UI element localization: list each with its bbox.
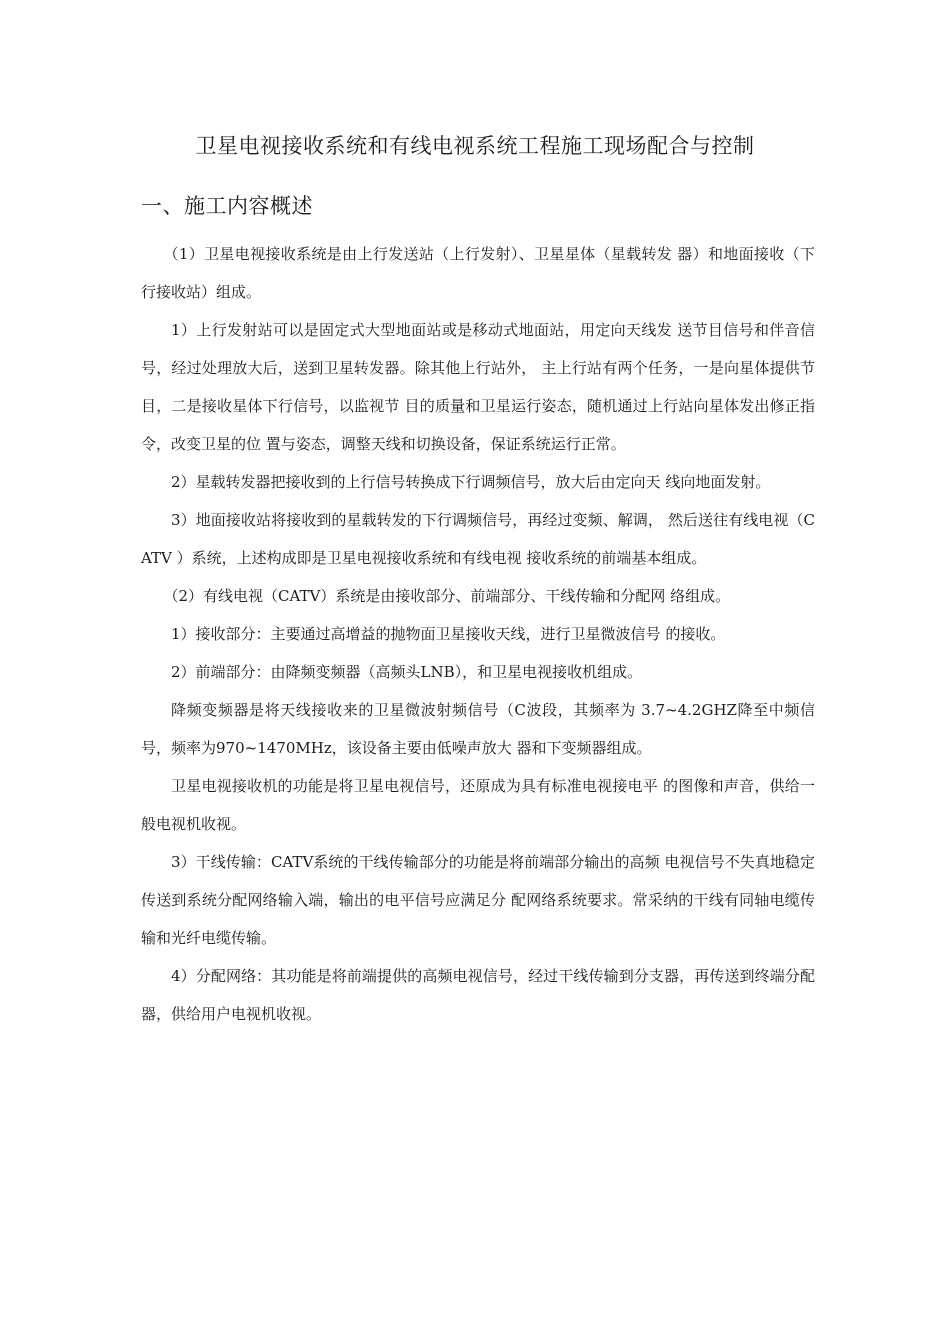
paragraph-trunk-transmission: 3）干线传输：CATV系统的干线传输部分的功能是将前端部分输出的高频 电视信号不失真地稳定传送到系统分配网络输入端，输出的电平信号应满足分 配网络系统要求。常采纳的干线有同轴电缆传输和光纤电缆传输。 [141, 853, 815, 947]
paragraph-uplink-station: 1）上行发射站可以是固定式大型地面站或是移动式地面站，用定向天线发 送节目信号和伴音信号，经过处理放大后，送到卫星转发器。除其他上行站外， 主上行站有两个任务，一是向星体提供节目，二是接收星体下行信号，以监视节 目的质量和卫星运行姿态，随机通过上行站向星体发出修正指令，改变卫星的位 置与姿态，调整天线和切换设备，保证系统运行正常。 [141, 321, 815, 453]
paragraph-receiver: 卫星电视接收机的功能是将卫星电视信号，还原成为具有标准电视接电平 的图像和声音，供给一般电视机收视。 [141, 777, 815, 833]
paragraph-down-converter: 降频变频器是将天线接收来的卫星微波射频信号（C波段，其频率为 3.7~4.2GHZ降至中频信号，频率为970~1470MHz，该设备主要由低噪声放大 器和下变频器组成。 [141, 701, 815, 757]
paragraph-ground-station: 3）地面接收站将接收到的星载转发的下行调频信号，再经过变频、解调， 然后送往有线电视（CATV ）系统，上述构成即是卫星电视接收系统和有线电视 接收系统的前端基本组成。 [141, 511, 815, 567]
paragraph-distribution-network: 4）分配网络：其功能是将前端提供的高频电视信号，经过干线传输到分支器，再传送到终端分配器，供给用户电视机收视。 [141, 967, 815, 1023]
document-body [141, 235, 815, 1033]
paragraph-catv-system: （2）有线电视（CATV）系统是由接收部分、前端部分、干线传输和分配网 络组成。 [163, 587, 731, 605]
section-heading: 一、施工内容概述 [141, 194, 313, 218]
paragraph-satellite-system: （1）卫星电视接收系统是由上行发送站（上行发射）、卫星星体（星载转发 器）和地面接收（下行接收站）组成。 [141, 245, 815, 301]
document-title: 卫星电视接收系统和有线电视系统工程施工现场配合与控制 [195, 134, 755, 158]
paragraph-receiving-part: 1）接收部分：主要通过高增益的抛物面卫星接收天线，进行卫星微波信号 的接收。 [171, 625, 726, 643]
paragraph-transponder: 2）星载转发器把接收到的上行信号转换成下行调频信号，放大后由定向天 线向地面发射。 [171, 473, 771, 491]
paragraph-front-end: 2）前端部分：由降频变频器（高频头LNB），和卫星电视接收机组成。 [171, 663, 643, 681]
